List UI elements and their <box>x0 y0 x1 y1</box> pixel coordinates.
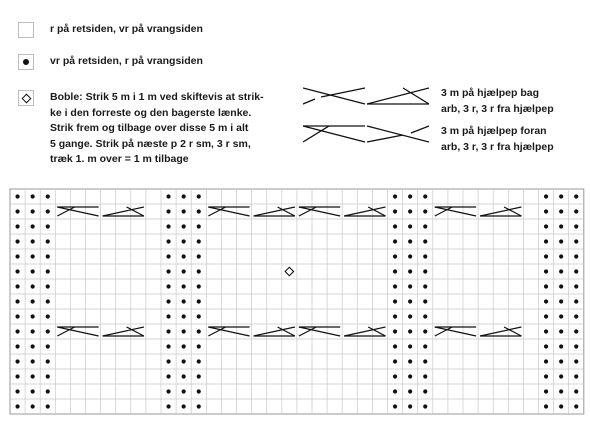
purl-dot <box>393 284 397 288</box>
purl-dot <box>15 209 19 213</box>
purl-dot <box>559 209 563 213</box>
purl-dot <box>559 404 563 408</box>
purl-dot <box>423 314 427 318</box>
purl-dot <box>15 194 19 198</box>
purl-dot <box>574 344 578 348</box>
purl-dot <box>544 344 548 348</box>
purl-dot <box>559 374 563 378</box>
purl-dot <box>31 269 35 273</box>
purl-dot <box>559 284 563 288</box>
legend-bobble-line: Boble: Strik 5 m i 1 m ved skiftevis at strik- <box>50 91 264 103</box>
purl-dot <box>46 284 50 288</box>
purl-dot <box>166 254 170 258</box>
purl-dot <box>31 359 35 363</box>
purl-dot <box>423 374 427 378</box>
purl-dot <box>31 404 35 408</box>
purl-dot <box>423 239 427 243</box>
purl-dot <box>31 254 35 258</box>
purl-dot <box>544 374 548 378</box>
purl-dot <box>574 374 578 378</box>
purl-dot <box>166 374 170 378</box>
purl-dot <box>182 224 186 228</box>
purl-dot <box>574 314 578 318</box>
purl-dot <box>166 314 170 318</box>
purl-dot <box>393 269 397 273</box>
purl-dot <box>46 254 50 258</box>
purl-dot <box>574 329 578 333</box>
purl-dot <box>423 269 427 273</box>
purl-dot <box>559 269 563 273</box>
purl-dot <box>574 224 578 228</box>
purl-dot <box>574 239 578 243</box>
purl-dot <box>197 209 201 213</box>
purl-dot <box>182 269 186 273</box>
purl-dot <box>15 359 19 363</box>
purl-dot <box>46 269 50 273</box>
purl-dot <box>423 254 427 258</box>
purl-dot <box>574 269 578 273</box>
purl-dot <box>408 254 412 258</box>
purl-dot <box>182 389 186 393</box>
purl-dot <box>408 299 412 303</box>
purl-dot <box>31 284 35 288</box>
purl-dot <box>182 284 186 288</box>
purl-dot <box>46 194 50 198</box>
purl-dot <box>182 374 186 378</box>
purl-dot <box>31 329 35 333</box>
purl-dot <box>559 344 563 348</box>
purl-dot <box>408 269 412 273</box>
purl-dot <box>46 344 50 348</box>
purl-dot <box>166 329 170 333</box>
purl-dot <box>197 194 201 198</box>
purl-dot <box>197 299 201 303</box>
purl-dot <box>559 239 563 243</box>
purl-dot <box>423 209 427 213</box>
purl-dot <box>182 209 186 213</box>
purl-dot <box>31 194 35 198</box>
purl-dot <box>559 194 563 198</box>
purl-dot <box>15 404 19 408</box>
purl-dot <box>574 194 578 198</box>
purl-dot <box>46 404 50 408</box>
purl-dot <box>423 284 427 288</box>
legend-bobble-line: ke i den forreste og den bagerste lænke. <box>50 106 252 119</box>
purl-dot <box>559 224 563 228</box>
purl-dot <box>166 239 170 243</box>
purl-dot <box>544 359 548 363</box>
purl-dot <box>46 224 50 228</box>
purl-dot <box>197 284 201 288</box>
purl-dot <box>46 209 50 213</box>
purl-dot <box>423 359 427 363</box>
purl-dot <box>393 329 397 333</box>
purl-dot <box>408 374 412 378</box>
purl-dot <box>408 329 412 333</box>
purl-dot <box>15 269 19 273</box>
purl-dot <box>31 209 35 213</box>
purl-dot <box>15 329 19 333</box>
purl-dot <box>393 299 397 303</box>
purl-dot <box>197 269 201 273</box>
purl-dot <box>423 404 427 408</box>
purl-dot <box>423 389 427 393</box>
purl-dot <box>15 224 19 228</box>
purl-dot <box>182 194 186 198</box>
purl-dot <box>46 389 50 393</box>
purl-dot <box>423 329 427 333</box>
purl-dot <box>197 389 201 393</box>
purl-dot <box>544 224 548 228</box>
purl-dot <box>166 194 170 198</box>
purl-dot <box>197 374 201 378</box>
purl-dot <box>574 404 578 408</box>
purl-dot <box>15 299 19 303</box>
purl-dot <box>559 299 563 303</box>
purl-dot <box>393 209 397 213</box>
purl-dot <box>393 254 397 258</box>
purl-dot <box>197 224 201 228</box>
purl-dot <box>423 194 427 198</box>
purl-dot <box>544 194 548 198</box>
purl-dot <box>544 254 548 258</box>
purl-dot <box>423 299 427 303</box>
purl-dot <box>574 284 578 288</box>
purl-dot <box>182 329 186 333</box>
purl-dot <box>408 284 412 288</box>
purl-dot <box>574 254 578 258</box>
legend-cable-back-line: arb, 3 r, 3 r fra hjælpep <box>441 102 554 115</box>
purl-dot <box>544 389 548 393</box>
purl-dot <box>197 329 201 333</box>
legend-bobble-line: Strik frem og tilbage over disse 5 m i alt <box>50 122 249 134</box>
purl-dot <box>166 389 170 393</box>
purl-dot <box>393 314 397 318</box>
purl-dot <box>197 404 201 408</box>
purl-dot <box>166 359 170 363</box>
purl-dot <box>544 239 548 243</box>
purl-dot <box>393 404 397 408</box>
purl-dot <box>393 374 397 378</box>
purl-dot <box>544 404 548 408</box>
purl-dot <box>408 194 412 198</box>
purl-dot <box>544 209 548 213</box>
purl-dot <box>544 314 548 318</box>
purl-dot <box>15 254 19 258</box>
purl-dot <box>31 389 35 393</box>
purl-dot <box>408 404 412 408</box>
purl-dot <box>46 374 50 378</box>
purl-dot <box>197 344 201 348</box>
purl-dot <box>15 239 19 243</box>
purl-dot <box>31 344 35 348</box>
purl-dot <box>574 209 578 213</box>
purl-dot <box>31 374 35 378</box>
legend-bobble-line: træk 1. m over = 1 m tilbage <box>50 153 189 165</box>
purl-dot <box>46 329 50 333</box>
purl-dot <box>15 284 19 288</box>
purl-dot <box>408 239 412 243</box>
purl-dot <box>182 299 186 303</box>
purl-dot <box>393 224 397 228</box>
purl-dot <box>574 389 578 393</box>
purl-dot <box>182 314 186 318</box>
purl-dot <box>182 359 186 363</box>
purl-dot <box>408 344 412 348</box>
purl-dot <box>408 209 412 213</box>
purl-dot <box>559 254 563 258</box>
legend-bobble-line: 5 gange. Strik på næste p 2 r sm, 3 r sm, <box>50 137 251 150</box>
purl-dot <box>46 299 50 303</box>
purl-dot <box>574 299 578 303</box>
purl-dot <box>544 299 548 303</box>
purl-dot <box>15 389 19 393</box>
purl-dot <box>559 389 563 393</box>
purl-dot <box>393 389 397 393</box>
purl-dot <box>423 344 427 348</box>
purl-dot <box>574 359 578 363</box>
purl-dot <box>166 209 170 213</box>
purl-dot <box>46 314 50 318</box>
purl-dot <box>166 284 170 288</box>
purl-dot <box>166 269 170 273</box>
purl-dot <box>166 299 170 303</box>
purl-dot <box>46 239 50 243</box>
purl-dot <box>408 389 412 393</box>
purl-dot <box>393 359 397 363</box>
purl-dot <box>15 344 19 348</box>
purl-dot <box>31 314 35 318</box>
purl-dot <box>31 299 35 303</box>
purl-dot <box>15 374 19 378</box>
purl-dot <box>544 329 548 333</box>
purl-dot <box>197 239 201 243</box>
purl-dot <box>197 359 201 363</box>
legend-cable-back-line: 3 m på hjælpep bag <box>441 87 540 99</box>
legend-purl-text: vr på retsiden, r på vrangsiden <box>50 55 203 67</box>
purl-dot <box>166 224 170 228</box>
purl-dot <box>408 314 412 318</box>
purl-dot <box>182 404 186 408</box>
purl-dot <box>182 344 186 348</box>
purl-dot <box>182 254 186 258</box>
purl-dot <box>182 239 186 243</box>
purl-dot <box>393 344 397 348</box>
purl-dot <box>197 314 201 318</box>
purl-dot <box>46 359 50 363</box>
legend-knit-text: r på retsiden, vr på vrangsiden <box>50 23 203 35</box>
purl-dot <box>31 224 35 228</box>
legend-cable-front-line: 3 m på hjælpep foran <box>441 125 547 137</box>
purl-dot <box>559 329 563 333</box>
purl-dot <box>393 194 397 198</box>
purl-dot <box>15 314 19 318</box>
purl-dot <box>544 269 548 273</box>
purl-dot <box>393 239 397 243</box>
purl-dot <box>197 254 201 258</box>
purl-dot <box>423 224 427 228</box>
legend-cable-front-line: arb, 3 r, 3 r fra hjælpep <box>441 140 554 153</box>
purl-dot <box>166 344 170 348</box>
purl-dot <box>559 314 563 318</box>
purl-dot <box>408 224 412 228</box>
purl-dot <box>166 404 170 408</box>
purl-dot <box>559 359 563 363</box>
purl-dot <box>408 359 412 363</box>
purl-dot <box>31 239 35 243</box>
purl-dot <box>544 284 548 288</box>
